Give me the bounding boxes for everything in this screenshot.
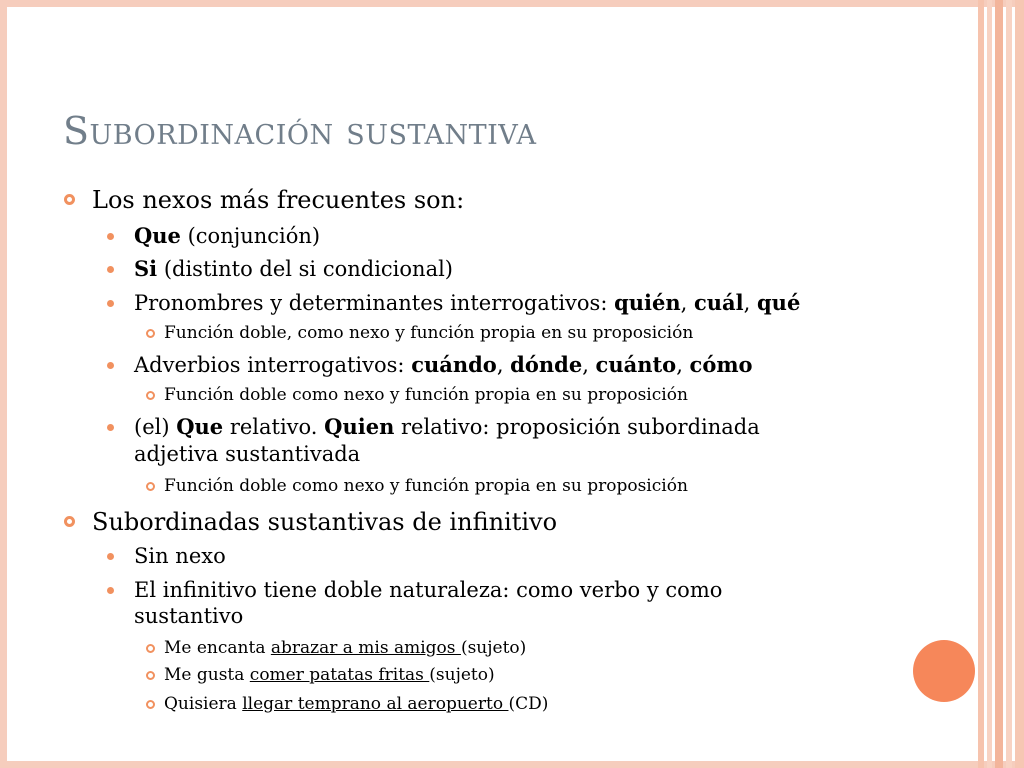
bullet-ring-icon	[146, 391, 155, 400]
bullet-ring-icon	[146, 482, 155, 491]
list-item-level2-continuation: sustantivo	[134, 604, 244, 628]
list-item-level2: El infinitivo tiene doble naturaleza: como verbo y como	[134, 578, 723, 602]
list-item-level2: (el) Que relativo. Quien relativo: proposición subordinada	[134, 414, 760, 439]
bullet-dot-icon	[107, 233, 114, 240]
list-item-level2: Sin nexo	[134, 544, 226, 568]
bullet-ring-icon	[64, 516, 75, 527]
bullet-ring-icon	[146, 700, 155, 709]
list-item-level3: Quisiera llegar temprano al aeropuerto (CD)	[164, 694, 549, 714]
list-item-level3: Función doble como nexo y función propia en su proposición	[164, 476, 688, 496]
slide-title: Subordinación sustantiva	[63, 109, 537, 153]
list-item-level2: Si (distinto del si condicional)	[134, 256, 453, 281]
bullet-ring-icon	[146, 644, 155, 653]
bullet-dot-icon	[107, 362, 114, 369]
list-item-level2: Pronombres y determinantes interrogativos: quién, cuál, qué	[134, 290, 801, 315]
bullet-dot-icon	[107, 424, 114, 431]
bullet-dot-icon	[107, 266, 114, 273]
list-item-level2: Que (conjunción)	[134, 223, 321, 248]
bullet-dot-icon	[107, 300, 114, 307]
list-item-level3: Función doble, como nexo y función propia en su proposición	[164, 323, 694, 343]
list-item-level1: Subordinadas sustantivas de infinitivo	[92, 508, 558, 536]
bullet-ring-icon	[64, 194, 75, 205]
list-item-level3: Me gusta comer patatas fritas (sujeto)	[164, 665, 495, 685]
list-item-level3: Función doble como nexo y función propia en su proposición	[164, 385, 688, 405]
bullet-dot-icon	[107, 587, 114, 594]
list-item-level1: Los nexos más frecuentes son:	[92, 186, 465, 214]
list-item-level2: Adverbios interrogativos: cuándo, dónde, cuánto, cómo	[134, 352, 753, 377]
bullet-ring-icon	[146, 671, 155, 680]
bullet-ring-icon	[146, 329, 155, 338]
bullet-dot-icon	[107, 553, 114, 560]
list-item-level3: Me encanta abrazar a mis amigos (sujeto)	[164, 638, 527, 658]
list-item-level2-continuation: adjetiva sustantivada	[134, 442, 361, 466]
